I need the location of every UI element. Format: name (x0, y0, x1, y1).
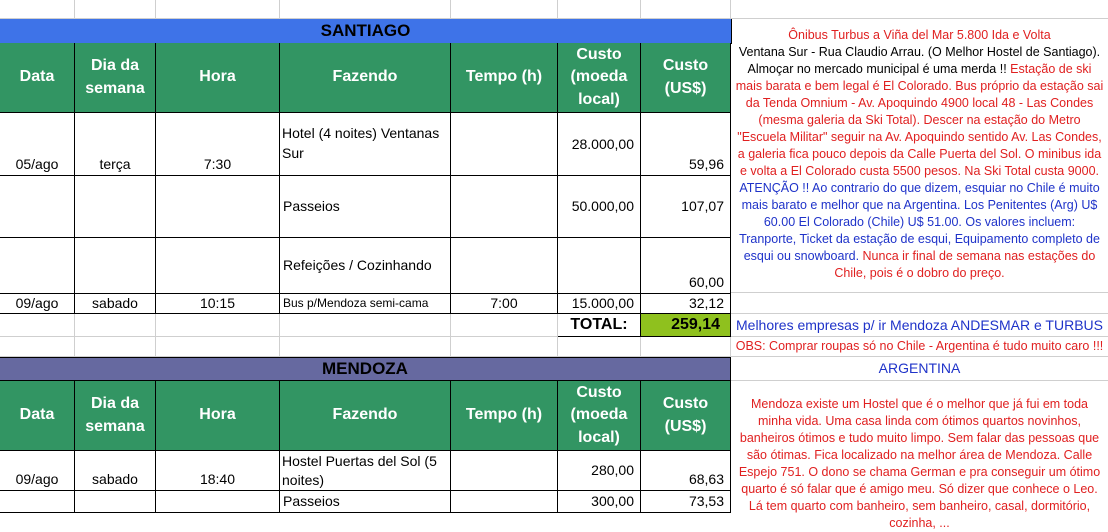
header-hora[interactable]: Hora (156, 381, 280, 451)
cell-fazendo[interactable]: Passeios (280, 491, 451, 513)
cell-custo-usd[interactable]: 32,12 (641, 294, 731, 314)
cell-dia[interactable]: terça (75, 113, 156, 176)
cell-tempo[interactable]: 7:00 (451, 294, 558, 314)
header-custo-local[interactable]: Custo (moeda local) (558, 381, 641, 451)
cell-custo-usd[interactable]: 60,00 (641, 238, 731, 294)
cell-custo-local[interactable]: 50.000,00 (558, 176, 641, 238)
cell-fazendo[interactable]: Bus p/Mendoza semi-cama (280, 294, 451, 314)
header-custo-local[interactable]: Custo (moeda local) (558, 43, 641, 113)
cell-custo-usd[interactable]: 68,63 (641, 451, 731, 491)
empty-cell[interactable] (156, 0, 280, 19)
cell-tempo[interactable] (451, 451, 558, 491)
cell-dia[interactable] (75, 238, 156, 294)
note-fim-de-semana: Nunca ir final de semana nas estações do Chile, pois é o dobro do preço. (834, 249, 1096, 280)
cell-hora[interactable] (156, 238, 280, 294)
cell-fazendo[interactable]: Hotel (4 noites) Ventanas Sur (280, 113, 451, 176)
header-tempo[interactable]: Tempo (h) (451, 381, 558, 451)
header-fazendo[interactable]: Fazendo (280, 381, 451, 451)
note-obs[interactable]: OBS: Comprar roupas só no Chile - Argentina é tudo muito caro !!! (731, 337, 1108, 357)
cell-dia[interactable]: sabado (75, 294, 156, 314)
header-custo-usd[interactable]: Custo (US$) (641, 43, 731, 113)
cell-dia[interactable]: sabado (75, 451, 156, 491)
cell-custo-local[interactable] (558, 238, 641, 294)
empty-cell[interactable] (280, 337, 451, 357)
cell-fazendo[interactable]: Refeições / Cozinhando (280, 238, 451, 294)
empty-cell[interactable] (558, 337, 641, 357)
note-argentina[interactable]: ARGENTINA (731, 357, 1108, 381)
header-custo-usd[interactable]: Custo (US$) (641, 381, 731, 451)
cell-hora[interactable]: 18:40 (156, 451, 280, 491)
empty-cell[interactable] (0, 0, 75, 19)
mendoza-notes[interactable] (731, 396, 1108, 530)
header-data[interactable]: Data (0, 381, 75, 451)
cell-data[interactable] (0, 238, 75, 294)
note-quartos: Lá tem quarto com banheiro, sem banheiro, casal, dormitório, cozinha, ... (748, 499, 1091, 530)
header-tempo[interactable]: Tempo (h) (451, 43, 558, 113)
cell-custo-usd[interactable]: 59,96 (641, 113, 731, 176)
empty-cell[interactable] (731, 294, 1108, 314)
cell-data[interactable] (0, 491, 75, 513)
empty-cell[interactable] (558, 0, 641, 19)
santiago-banner[interactable]: SANTIAGO (0, 19, 732, 44)
cell-hora[interactable]: 7:30 (156, 113, 280, 176)
empty-cell[interactable] (156, 314, 280, 337)
cell-hora[interactable] (156, 491, 280, 513)
cell-custo-local[interactable]: 280,00 (558, 451, 641, 491)
cell-hora[interactable] (156, 176, 280, 238)
cell-hora[interactable]: 10:15 (156, 294, 280, 314)
cell-tempo[interactable] (451, 491, 558, 513)
header-data[interactable]: Data (0, 43, 75, 113)
empty-cell[interactable] (731, 0, 1108, 19)
mendoza-banner[interactable]: MENDOZA (0, 357, 731, 381)
note-atencao: ATENÇÃO !! Ao contrario do que dizem, esquiar no Chile é muito mais barato e melhor que na Argentina. Los Penitentes (Arg) U$ 60.00 El Colorado (Chile) U$ 51.00. Os valores incluem: Tranporte, Ticket da estação de esqui, Equipamento completo de esqui ou snowboard. (739, 181, 1100, 263)
total-value[interactable]: 259,14 (641, 314, 731, 337)
header-dia-semana[interactable]: Dia da semana (75, 381, 156, 451)
note-ventana-sur: Ventana Sur - Rua Claudio Arrau. (O Melhor Hostel de Santiago). (738, 45, 1101, 59)
cell-dia[interactable] (75, 176, 156, 238)
empty-cell[interactable] (0, 337, 75, 357)
cell-custo-local[interactable]: 300,00 (558, 491, 641, 513)
header-hora[interactable]: Hora (156, 43, 280, 113)
note-empresas[interactable]: Melhores empresas p/ ir Mendoza ANDESMAR e TURBUS (731, 314, 1108, 337)
cell-data[interactable] (0, 176, 75, 238)
cell-tempo[interactable] (451, 238, 558, 294)
cell-data[interactable]: 09/ago (0, 451, 75, 491)
empty-cell[interactable] (0, 314, 75, 337)
note-hostel-mendoza: Mendoza existe um Hostel que é o melhor que já fui em toda minha vida. Uma casa linda com ótimos quartos novinhos, banheiros ótimos e tudo muito limpo. Sem falar das pessoas que são ótimas. Fica localizado na melhor área de Mendoza. Calle Espejo 751. O dono se chama German e pra conseguir um ótimo quarto é só falar que é amigo meu. Só dizer que conhece o Leo. (738, 397, 1101, 496)
cell-custo-local[interactable]: 28.000,00 (558, 113, 641, 176)
cell-dia[interactable] (75, 491, 156, 513)
cell-custo-usd[interactable]: 107,07 (641, 176, 731, 238)
cell-fazendo[interactable]: Hostel Puertas del Sol (5 noites) (280, 451, 451, 491)
header-dia-semana[interactable]: Dia da semana (75, 43, 156, 113)
cell-fazendo[interactable]: Passeios (280, 176, 451, 238)
cell-custo-usd[interactable]: 73,53 (641, 491, 731, 513)
note-ski-colorado: Estação de ski mais barata e bem legal é El Colorado. Bus próprio da estação sai da Tenda Omnium - Av. Apoquindo 4900 local 48 - Las Condes (mesma galeria da Ski Total). Descer na estação do Metro "Escuela Militar" seguir na Av. Apoquindo sentido Av. Las Condes, a galeria fica pouco depois da Calle Puerta del Sol. O minibus ida e volta a El Colorado custa 5500 pesos. Na Ski Total custa 9000. (735, 62, 1104, 178)
santiago-notes[interactable] (731, 27, 1108, 293)
cell-custo-local[interactable]: 15.000,00 (558, 294, 641, 314)
empty-cell[interactable] (75, 314, 156, 337)
empty-cell[interactable] (641, 0, 731, 19)
cell-data[interactable]: 09/ago (0, 294, 75, 314)
cell-data[interactable]: 05/ago (0, 113, 75, 176)
note-turbus: Ônibus Turbus a Viña del Mar 5.800 Ida e Volta (788, 28, 1051, 42)
empty-cell[interactable] (451, 337, 558, 357)
total-label[interactable]: TOTAL: (558, 314, 641, 337)
cell-tempo[interactable] (451, 176, 558, 238)
empty-cell[interactable] (641, 337, 731, 357)
note-mercado: Almoçar no mercado municipal é uma merda !! (747, 62, 1007, 76)
header-fazendo[interactable]: Fazendo (280, 43, 451, 113)
empty-cell[interactable] (451, 0, 558, 19)
empty-cell[interactable] (75, 337, 156, 357)
empty-cell[interactable] (280, 0, 451, 19)
cell-tempo[interactable] (451, 113, 558, 176)
empty-cell[interactable] (156, 337, 280, 357)
empty-cell[interactable] (75, 0, 156, 19)
empty-cell[interactable] (451, 314, 558, 337)
empty-cell[interactable] (280, 314, 451, 337)
